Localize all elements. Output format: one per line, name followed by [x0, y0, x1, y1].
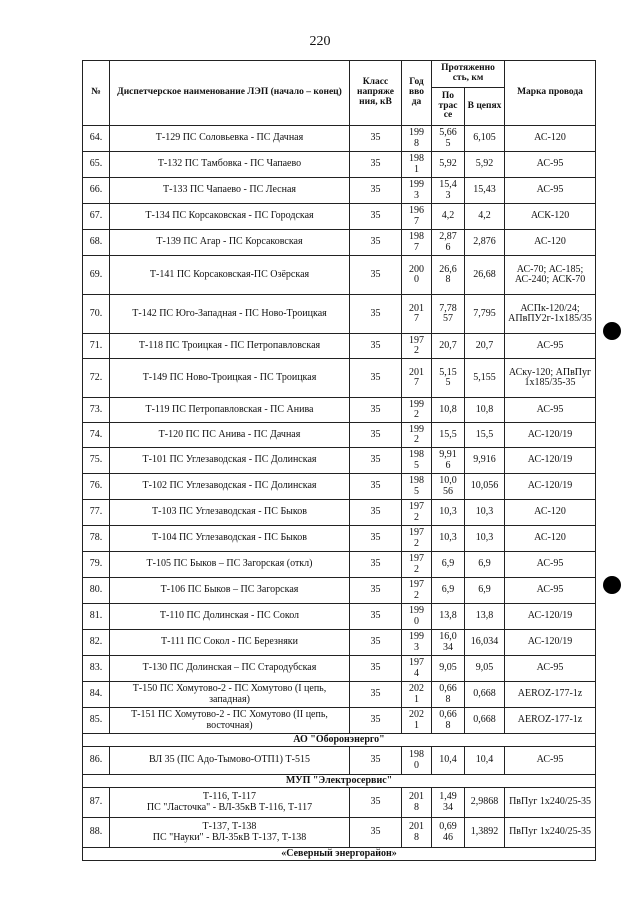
- commission-year: 1985: [402, 448, 432, 474]
- table-row: [83, 682, 596, 708]
- wire-brand: АС-120/19: [505, 630, 596, 656]
- table-row: [83, 256, 596, 295]
- voltage-class: 35: [350, 630, 402, 656]
- voltage-class: 35: [350, 818, 402, 848]
- commission-year: 1980: [402, 747, 432, 775]
- wire-brand: АС-95: [505, 578, 596, 604]
- wire-brand: АС-120: [505, 126, 596, 152]
- commission-year: 1987: [402, 230, 432, 256]
- header-length-circuits: В цепях: [465, 88, 505, 126]
- header-year: Год вво да: [402, 61, 432, 126]
- length-circuits: 13,8: [465, 604, 505, 630]
- length-route: 10,3: [432, 526, 465, 552]
- row-number: 85.: [83, 708, 110, 734]
- table-row: [83, 526, 596, 552]
- line-name: Т-130 ПС Долинская – ПС Стародубская: [110, 656, 350, 682]
- commission-year: 1981: [402, 152, 432, 178]
- line-name: [110, 788, 350, 818]
- section-title-elektroservis: МУП "Электросервис": [83, 775, 596, 788]
- length-circuits: 10,3: [465, 526, 505, 552]
- voltage-class: 35: [350, 126, 402, 152]
- line-name: Т-151 ПС Хомутово-2 - ПС Хомутово (II цепь, восточная): [110, 708, 350, 734]
- commission-year: 1972: [402, 334, 432, 359]
- table-row: [83, 552, 596, 578]
- length-circuits: 6,9: [465, 552, 505, 578]
- length-circuits: 15,5: [465, 423, 505, 448]
- length-route: 13,8: [432, 604, 465, 630]
- wire-brand: АС-120/19: [505, 448, 596, 474]
- row-number: 80.: [83, 578, 110, 604]
- commission-year: 1993: [402, 178, 432, 204]
- length-route: 0,6946: [432, 818, 465, 848]
- wire-brand: ПвПуг 1х240/25-35: [505, 788, 596, 818]
- table-row: [83, 178, 596, 204]
- section-severny: [83, 848, 596, 861]
- oboronenergo-rows: [83, 747, 596, 775]
- line-name: ВЛ 35 (ПС Адо-Тымово-ОТП1) Т-515: [110, 747, 350, 775]
- wire-brand: АС-95: [505, 747, 596, 775]
- header-length-route: По трас се: [432, 88, 465, 126]
- line-name: Т-101 ПС Углезаводская - ПС Долинская: [110, 448, 350, 474]
- voltage-class: 35: [350, 256, 402, 295]
- length-circuits: 16,034: [465, 630, 505, 656]
- line-name-codes: Т-116, Т-117: [202, 791, 257, 802]
- line-name: Т-111 ПС Сокол - ПС Березняки: [110, 630, 350, 656]
- wire-brand: АС-95: [505, 398, 596, 423]
- table-row: [83, 448, 596, 474]
- voltage-class: 35: [350, 152, 402, 178]
- line-name: Т-133 ПС Чапаево - ПС Лесная: [110, 178, 350, 204]
- length-route: 6,9: [432, 552, 465, 578]
- row-number: 67.: [83, 204, 110, 230]
- table-row: [83, 152, 596, 178]
- table-row: [83, 398, 596, 423]
- length-route: 26,68: [432, 256, 465, 295]
- table-row: [83, 578, 596, 604]
- line-name: Т-118 ПС Троицкая - ПС Петропавловская: [110, 334, 350, 359]
- line-name: Т-103 ПС Углезаводская - ПС Быков: [110, 500, 350, 526]
- commission-year: 2018: [402, 788, 432, 818]
- commission-year: 1990: [402, 604, 432, 630]
- row-number: 77.: [83, 500, 110, 526]
- line-name-route: ПС "Науки" - ВЛ-35кВ Т-137, Т-138: [152, 831, 307, 843]
- length-circuits: 9,05: [465, 656, 505, 682]
- length-route: 0,668: [432, 682, 465, 708]
- table-row: [83, 423, 596, 448]
- commission-year: 2000: [402, 256, 432, 295]
- wire-brand: АС-120: [505, 526, 596, 552]
- elektroservis-rows: [83, 788, 596, 848]
- main-rows: [83, 126, 596, 734]
- row-number: 78.: [83, 526, 110, 552]
- table-row: [83, 708, 596, 734]
- table-row: [83, 604, 596, 630]
- length-route: 0,668: [432, 708, 465, 734]
- header-num: №: [83, 61, 110, 126]
- length-route: 9,05: [432, 656, 465, 682]
- line-name-route: ПС "Ласточка" - ВЛ-35кВ Т-116, Т-117: [146, 801, 313, 813]
- voltage-class: 35: [350, 788, 402, 818]
- commission-year: 1967: [402, 204, 432, 230]
- table-row: [83, 204, 596, 230]
- voltage-class: 35: [350, 423, 402, 448]
- length-circuits: 10,056: [465, 474, 505, 500]
- section-title-severny: «Северный энергорайон»: [83, 848, 596, 861]
- line-name: Т-139 ПС Агар - ПС Корсаковская: [110, 230, 350, 256]
- table-row: [83, 818, 596, 848]
- length-route: 7,7857: [432, 295, 465, 334]
- voltage-class: 35: [350, 682, 402, 708]
- line-name: Т-132 ПС Тамбовка - ПС Чапаево: [110, 152, 350, 178]
- commission-year: 2021: [402, 682, 432, 708]
- commission-year: 1998: [402, 126, 432, 152]
- section-title-oboronenergo: АО "Оборонэнерго": [83, 734, 596, 747]
- row-number: 72.: [83, 359, 110, 398]
- table-row: [83, 656, 596, 682]
- voltage-class: 35: [350, 398, 402, 423]
- voltage-class: 35: [350, 604, 402, 630]
- voltage-class: 35: [350, 359, 402, 398]
- length-circuits: 7,795: [465, 295, 505, 334]
- length-circuits: 1,3892: [465, 818, 505, 848]
- line-name: [110, 818, 350, 848]
- row-number: 76.: [83, 474, 110, 500]
- commission-year: 1992: [402, 398, 432, 423]
- voltage-class: 35: [350, 656, 402, 682]
- wire-brand: AEROZ-177-1z: [505, 682, 596, 708]
- length-route: 15,43: [432, 178, 465, 204]
- length-route: 10,3: [432, 500, 465, 526]
- length-circuits: 26,68: [465, 256, 505, 295]
- line-name: Т-104 ПС Углезаводская - ПС Быков: [110, 526, 350, 552]
- line-name: Т-141 ПС Корсаковская-ПС Озёрская: [110, 256, 350, 295]
- line-name: Т-105 ПС Быков – ПС Загорская (откл): [110, 552, 350, 578]
- length-circuits: 0,668: [465, 682, 505, 708]
- row-number: 75.: [83, 448, 110, 474]
- length-route: 5,92: [432, 152, 465, 178]
- wire-brand: АС-70; АС-185; АС-240; АСК-70: [505, 256, 596, 295]
- line-name: Т-120 ПС ПС Анива - ПС Дачная: [110, 423, 350, 448]
- line-name: Т-142 ПС Юго-Западная - ПС Ново-Троицкая: [110, 295, 350, 334]
- length-circuits: 4,2: [465, 204, 505, 230]
- section-oboronenergo: [83, 734, 596, 747]
- table-row: [83, 230, 596, 256]
- length-circuits: 6,105: [465, 126, 505, 152]
- row-number: 70.: [83, 295, 110, 334]
- commission-year: 1972: [402, 500, 432, 526]
- power-lines-table: [82, 60, 596, 861]
- row-number: 68.: [83, 230, 110, 256]
- page-number: 220: [309, 34, 331, 49]
- row-number: 83.: [83, 656, 110, 682]
- length-route: 5,665: [432, 126, 465, 152]
- wire-brand: АС-120/19: [505, 474, 596, 500]
- header-name: Диспетчерское наименование ЛЭП (начало – конец): [110, 61, 350, 126]
- length-route: 20,7: [432, 334, 465, 359]
- commission-year: 2021: [402, 708, 432, 734]
- length-circuits: 5,155: [465, 359, 505, 398]
- table-row: [83, 500, 596, 526]
- voltage-class: 35: [350, 295, 402, 334]
- binder-hole-marker: [603, 322, 621, 340]
- commission-year: 1972: [402, 526, 432, 552]
- row-number: 82.: [83, 630, 110, 656]
- table-row: [83, 630, 596, 656]
- length-route: 2,876: [432, 230, 465, 256]
- row-number: 84.: [83, 682, 110, 708]
- length-circuits: 15,43: [465, 178, 505, 204]
- line-name: Т-129 ПС Соловьевка - ПС Дачная: [110, 126, 350, 152]
- power-lines-table-wrapper: [82, 60, 595, 861]
- table-row: [83, 474, 596, 500]
- commission-year: 1974: [402, 656, 432, 682]
- voltage-class: 35: [350, 526, 402, 552]
- row-number: 88.: [83, 818, 110, 848]
- voltage-class: 35: [350, 230, 402, 256]
- row-number: 69.: [83, 256, 110, 295]
- wire-brand: АСК-120: [505, 204, 596, 230]
- table-row: [83, 126, 596, 152]
- wire-brand: АС-120/19: [505, 604, 596, 630]
- voltage-class: 35: [350, 448, 402, 474]
- commission-year: 1993: [402, 630, 432, 656]
- table-row: [83, 788, 596, 818]
- section-elektroservis: [83, 775, 596, 788]
- wire-brand: АС-120: [505, 230, 596, 256]
- wire-brand: АС-95: [505, 334, 596, 359]
- row-number: 79.: [83, 552, 110, 578]
- wire-brand: ПвПуг 1х240/25-35: [505, 818, 596, 848]
- length-circuits: 6,9: [465, 578, 505, 604]
- length-route: 16,034: [432, 630, 465, 656]
- length-route: 6,9: [432, 578, 465, 604]
- length-route: 10,4: [432, 747, 465, 775]
- commission-year: 1972: [402, 552, 432, 578]
- line-name: Т-106 ПС Быков – ПС Загорская: [110, 578, 350, 604]
- voltage-class: 35: [350, 334, 402, 359]
- row-number: 65.: [83, 152, 110, 178]
- row-number: 81.: [83, 604, 110, 630]
- commission-year: 2018: [402, 818, 432, 848]
- table-row: [83, 334, 596, 359]
- commission-year: 1972: [402, 578, 432, 604]
- voltage-class: 35: [350, 204, 402, 230]
- wire-brand: АС-95: [505, 552, 596, 578]
- row-number: 71.: [83, 334, 110, 359]
- wire-brand: АСПк-120/24; АПвПУ2г-1х185/35: [505, 295, 596, 334]
- voltage-class: 35: [350, 500, 402, 526]
- length-route: 4,2: [432, 204, 465, 230]
- length-circuits: 10,4: [465, 747, 505, 775]
- voltage-class: 35: [350, 747, 402, 775]
- row-number: 66.: [83, 178, 110, 204]
- length-route: 9,916: [432, 448, 465, 474]
- line-name: Т-149 ПС Ново-Троицкая - ПС Троицкая: [110, 359, 350, 398]
- header-voltage: Класс напряже ния, кВ: [350, 61, 402, 126]
- length-circuits: 0,668: [465, 708, 505, 734]
- length-route: 5,155: [432, 359, 465, 398]
- length-circuits: 10,3: [465, 500, 505, 526]
- wire-brand: АСку-120; АПвПуг 1х185/35-35: [505, 359, 596, 398]
- length-route: 10,8: [432, 398, 465, 423]
- voltage-class: 35: [350, 578, 402, 604]
- row-number: 64.: [83, 126, 110, 152]
- length-circuits: 20,7: [465, 334, 505, 359]
- voltage-class: 35: [350, 474, 402, 500]
- length-route: 1,4934: [432, 788, 465, 818]
- wire-brand: АС-95: [505, 178, 596, 204]
- wire-brand: АС-95: [505, 656, 596, 682]
- table-row: [83, 359, 596, 398]
- row-number: 73.: [83, 398, 110, 423]
- line-name: Т-150 ПС Хомутово-2 - ПС Хомутово (I цепь, западная): [110, 682, 350, 708]
- commission-year: 1985: [402, 474, 432, 500]
- voltage-class: 35: [350, 178, 402, 204]
- commission-year: 1992: [402, 423, 432, 448]
- length-circuits: 9,916: [465, 448, 505, 474]
- length-circuits: 10,8: [465, 398, 505, 423]
- wire-brand: АС-95: [505, 152, 596, 178]
- wire-brand: АС-120: [505, 500, 596, 526]
- binder-hole-marker: [603, 576, 621, 594]
- table-row: [83, 295, 596, 334]
- commission-year: 2017: [402, 359, 432, 398]
- row-number: 87.: [83, 788, 110, 818]
- row-number: 74.: [83, 423, 110, 448]
- length-circuits: 2,9868: [465, 788, 505, 818]
- line-name: Т-119 ПС Петропавловская - ПС Анива: [110, 398, 350, 423]
- wire-brand: AEROZ-177-1z: [505, 708, 596, 734]
- wire-brand: АС-120/19: [505, 423, 596, 448]
- voltage-class: 35: [350, 708, 402, 734]
- line-name: Т-134 ПС Корсаковская - ПС Городская: [110, 204, 350, 230]
- length-circuits: 2,876: [465, 230, 505, 256]
- length-route: 15,5: [432, 423, 465, 448]
- voltage-class: 35: [350, 552, 402, 578]
- commission-year: 2017: [402, 295, 432, 334]
- length-circuits: 5,92: [465, 152, 505, 178]
- header-wire: Марка провода: [505, 61, 596, 126]
- line-name: Т-110 ПС Долинская - ПС Сокол: [110, 604, 350, 630]
- line-name-codes: Т-137, Т-138: [202, 821, 257, 832]
- length-route: 10,056: [432, 474, 465, 500]
- header-length: Протяженно сть, км: [432, 61, 505, 88]
- row-number: 86.: [83, 747, 110, 775]
- line-name: Т-102 ПС Углезаводская - ПС Долинская: [110, 474, 350, 500]
- table-row: [83, 747, 596, 775]
